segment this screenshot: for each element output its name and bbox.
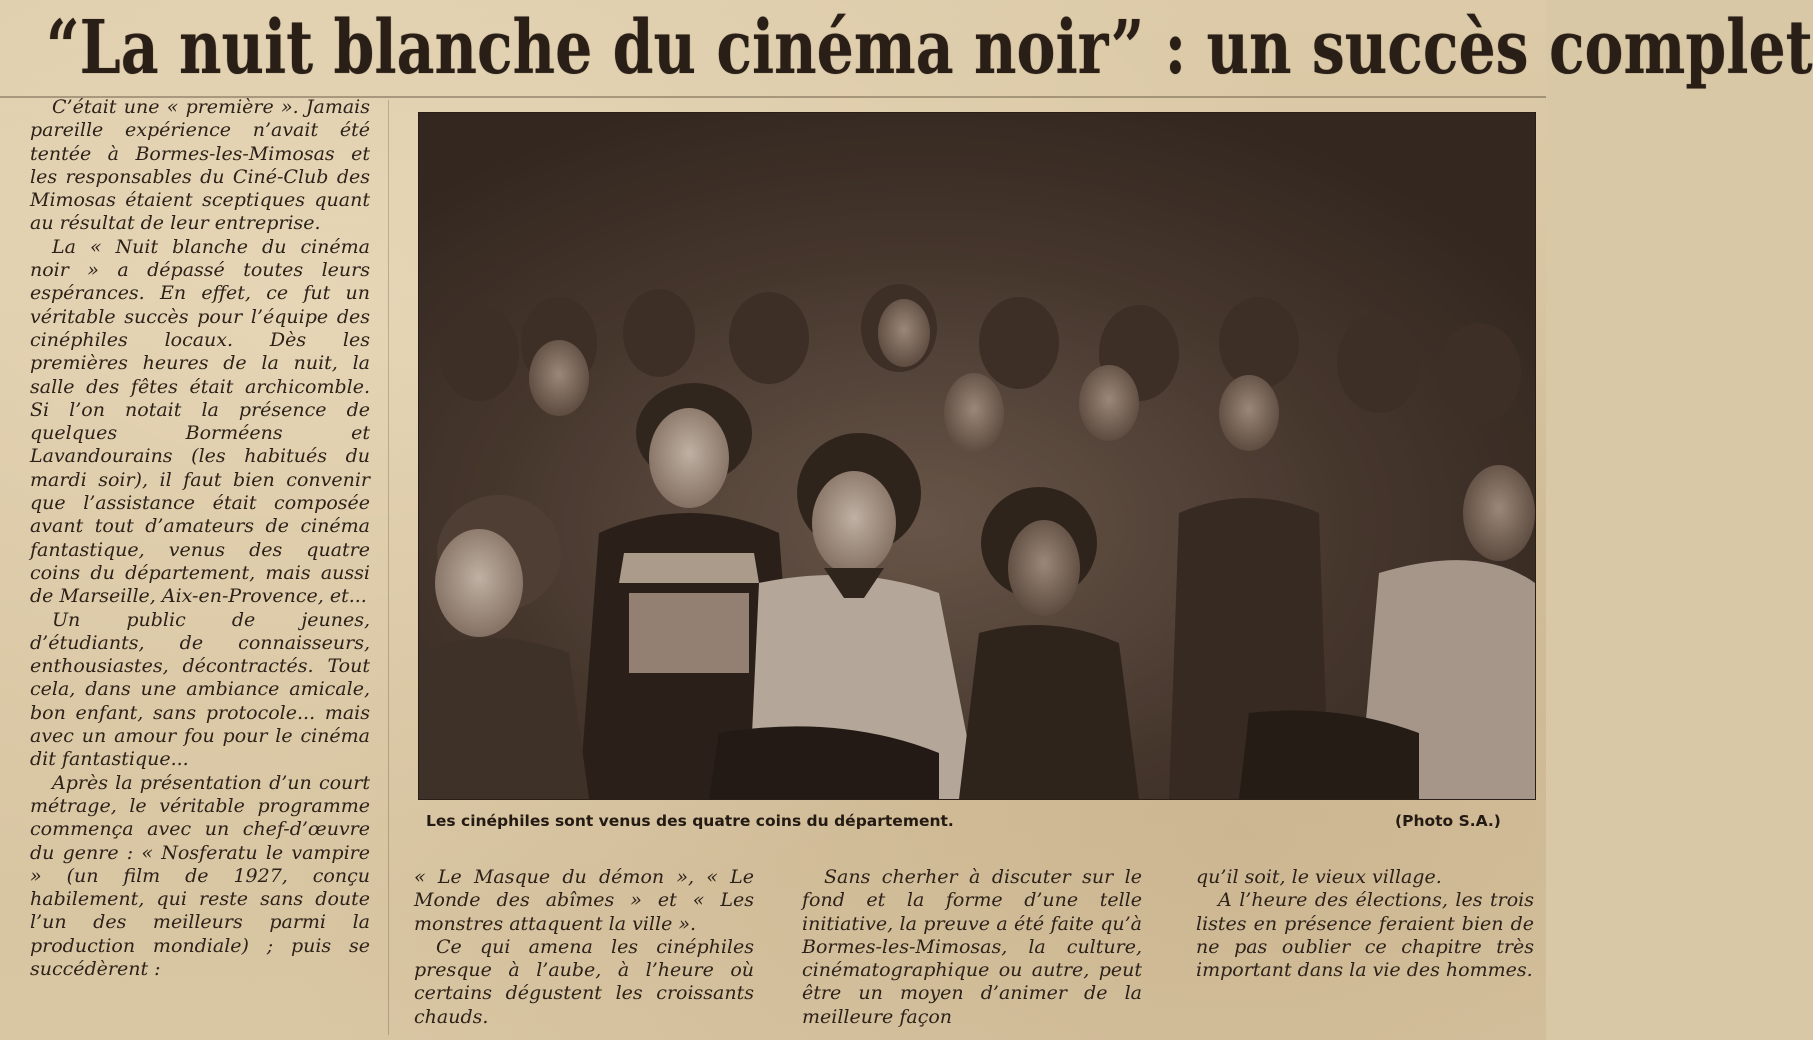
headline: “La nuit blanche du cinéma noir” : un succès complet	[46, 5, 1813, 91]
article-column-2	[414, 866, 754, 1029]
article-column-4	[1196, 866, 1534, 982]
column-3-paragraph-1: Sans cherher à discuter sur le fond et la forme d’une telle initiative, la preuve a été faite qu’à Bormes-les-Mimosas, la culture, cinématographique ou autre, peut être un moyen d’animer de la meilleure façon	[802, 866, 1142, 1028]
column-divider	[388, 100, 389, 1035]
column-1-paragraph-2: La « Nuit blanche du cinéma noir » a dépassé toutes leurs espérances. En effet, ce fut un véritable succès pour l’équipe des cinéphiles locaux. Dès les premières heures de la nuit, la salle des fêtes était archicomble. Si l’on notait la présence de quelques Borméens et Lavandourains (les habitués du mardi soir), il faut bien convenir que l’assistance était composée avant tout d’amateurs de cinéma fantastique, venus des quatre coins du département, mais aussi de Marseille, Aix-en-Provence, et...	[30, 235, 370, 608]
column-2-paragraph-2: Ce qui amena les cinéphiles presque à l’aube, à l’heure où certains dégustent les croissants chauds.	[414, 935, 754, 1028]
audience-photo	[418, 112, 1536, 800]
column-2-paragraph-1: « Le Masque du démon », « Le Monde des abîmes » et « Les monstres attaquent la ville ».	[414, 866, 754, 935]
column-4-paragraph-2: A l’heure des élections, les trois listes en présence feraient bien de ne pas oublier ce chapitre très important dans la vie des hommes.	[1196, 889, 1534, 982]
photo-caption: Les cinéphiles sont venus des quatre coins du département.	[426, 812, 954, 830]
audience-photo-image	[419, 113, 1535, 799]
column-1-paragraph-3: Un public de jeunes, d’étudiants, de connaisseurs, enthousiastes, décontractés. Tout cela, dans une ambiance amicale, bon enfant, sans protocole... mais avec un amour fou pour le cinéma dit fantastique...	[30, 608, 370, 771]
photo-credit: (Photo S.A.)	[1395, 812, 1501, 830]
article-column-3	[802, 866, 1142, 1029]
column-4-paragraph-1: qu’il soit, le vieux village.	[1196, 866, 1442, 888]
column-1-paragraph-4: Après la présentation d’un court métrage, le véritable programme commença avec un chef-d’œuvre du genre : « Nosferatu le vampire » (un film de 1927, conçu habilement, qui reste sans doute l’un des meilleurs parmi la production mondiale) ; puis se succédèrent :	[30, 771, 370, 980]
article-column-1	[30, 96, 370, 981]
column-1-paragraph-1: C’était une « première ». Jamais pareille expérience n’avait été tentée à Bormes-les-Mimosas et les responsables du Ciné-Club des Mimosas étaient sceptiques quant au résultat de leur entreprise.	[30, 96, 370, 235]
